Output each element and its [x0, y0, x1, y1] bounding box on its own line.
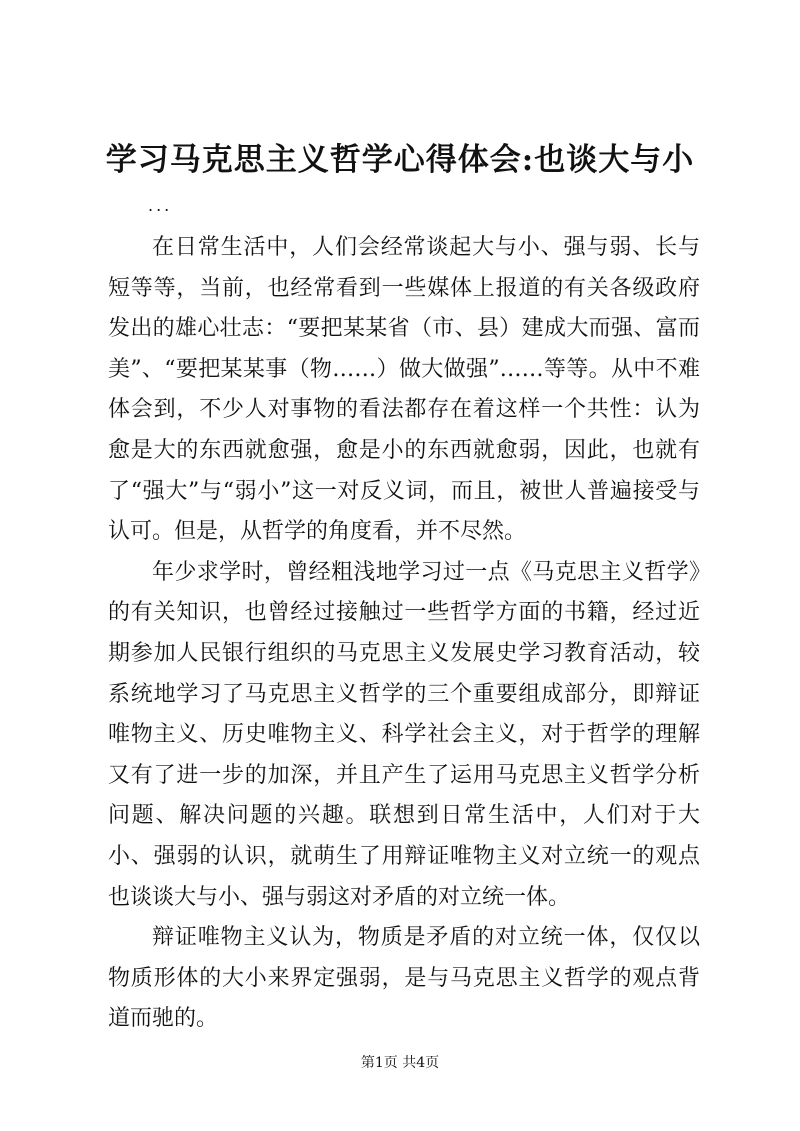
page-footer: 第1页 共4页: [360, 1055, 440, 1071]
paragraph-3: 辩证唯物主义认为，物质是矛盾的对立统一体，仅仅以物质形体的大小来界定强弱，是与马克思主义哲学的观点背道而驰的。: [108, 925, 700, 1032]
paragraph-1: 在日常生活中，人们会经常谈起大与小、强与弱、长与短等等，当前，也经常看到一些媒体上报道的有关各级政府发出的雄心壮志：“要把某某省（市、县）建成大而强、富而美”、“要把某某事（物……）做大做强”……等等。从中不难体会到，不少人对事物的看法都存在着这样一个共性：认为愈是大的东西就愈强，愈是小的东西就愈弱，因此，也就有了“强大”与“弱小”这一对反义词，而且，被世人普遍接受与认可。但是，从哲学的角度看，并不尽然。: [108, 235, 700, 545]
paragraph-2: 年少求学时，曾经粗浅地学习过一点《马克思主义哲学》的有关知识，也曾经过接触过一些哲学方面的书籍，经过近期参加人民银行组织的马克思主义发展史学习教育活动，较系统地学习了马克思主义哲学的三个重要组成部分，即辩证唯物主义、历史唯物主义、科学社会主义，对于哲学的理解又有了进一步的加深，并且产生了运用马克思主义哲学分析问题、解决问题的兴趣。联想到日常生活中，人们对于大小、强弱的认识，就萌生了用辩证唯物主义对立统一的观点也谈谈大与小、强与弱这对矛盾的对立统一体。: [108, 559, 700, 910]
subtitle-ellipsis: ...: [148, 196, 173, 215]
document-title: 学习马克思主义哲学心得体会:也谈大与小: [105, 142, 695, 178]
document-body: [108, 228, 700, 1040]
